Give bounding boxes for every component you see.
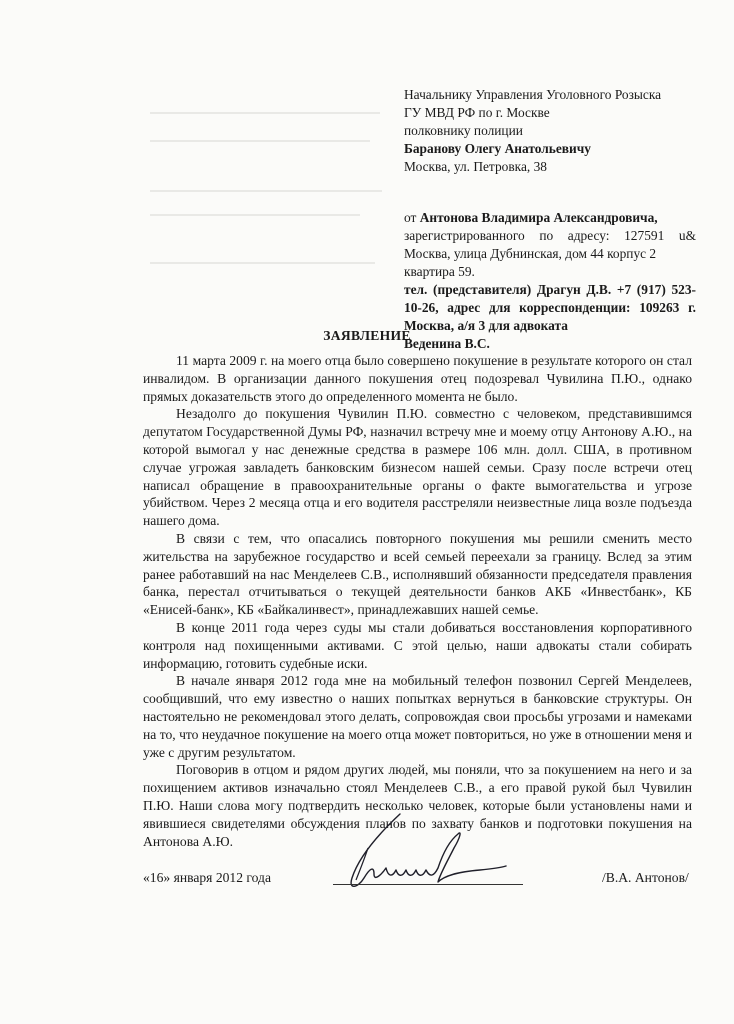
addressee-line: Начальнику Управления Уголовного Розыска [404, 87, 662, 102]
bleed-through-mark [150, 262, 375, 264]
addressee-block [404, 86, 696, 176]
body-paragraph: В конце 2011 года через суды мы стали добиваться восстановления корпоративного контроля над похищенными активами. С этой целью, наши адвокаты стали собирать информацию, готовить судебные иски. [143, 619, 692, 671]
sender-name: Антонова Владимира Александровича, [419, 210, 658, 225]
document-title: ЗАЯВЛЕНИЕ [323, 328, 411, 343]
document-date: «16» января 2012 года [143, 870, 272, 885]
sender-contact-last: Веденина В.С. [404, 336, 490, 351]
body-paragraph: В связи с тем, что опасались повторного покушения мы решили сменить место жительства на зарубежное государство и всей семьей переехали за границу. Вслед за этим ранее работавший на нас Менделеев С.В., исполнявший обязанности председателя правления банка, перестал отчитываться о текущей деятельности банков АКБ «Инвестбанк», КБ «Енисей-банк», КБ «Байкалинвест», принадлежавших нашей семье. [143, 530, 692, 618]
bleed-through-mark [150, 112, 380, 114]
sender-contact: тел. (представителя) Драгун Д.В. +7 (917) 523-10-26, адрес для корреспонденции: 109263 г. Москва, а/я 3 для адвоката [404, 282, 696, 333]
document-body [143, 352, 692, 850]
body-paragraph: Поговорив в отцом и рядом других людей, мы поняли, что за покушением на него и за похищением активов изначально стоял Менделеев С.В., а его правой рукой был Чувилин П.Ю. Наши слова могу подтвердить несколько человек, которые были установлены нами и явившиеся свидетелями обсуждения планов по захвату банков и подготовки покушения на Антонова А.Ю. [143, 762, 692, 849]
bleed-through-mark [150, 190, 382, 192]
body-paragraph: Незадолго до покушения Чувилин П.Ю. совместно с человеком, представившимся депутатом Государственной Думы РФ, назначил встречу мне и моему отцу Антонову А.Ю., на которой вымогал у нас денежные средства в размере 106 млн. долл. США, в противном случае угрожая завладеть банковским бизнесом нашей семьи. Сразу после встречи отец написал обращение в правоохранительные органы о факте вымогательства и угрозе убийством. Через 2 месяца отца и его водителя расстреляли неизвестные лица возле подъезда нашего дома. [143, 406, 692, 529]
sender-apartment: квартира 59. [404, 264, 475, 279]
addressee-line: ГУ МВД РФ по г. Москве [404, 105, 550, 120]
addressee-address: Москва, ул. Петровка, 38 [404, 159, 547, 174]
bleed-through-mark [150, 140, 370, 142]
handwritten-signature [330, 808, 520, 903]
addressee-name: Баранову Олегу Анатольевичу [404, 141, 591, 156]
signatory-name: /В.А. Антонов/ [602, 870, 689, 885]
body-paragraph: 11 марта 2009 г. на моего отца было совершено покушение в результате которого он стал инвалидом. В организации данного покушения отец подозревал Чувилина П.Ю., однако прямых доказательств этого до определенного момента не было. [143, 353, 692, 404]
body-paragraph: В начале января 2012 года мне на мобильный телефон позвонил Сергей Менделеев, сообщивший, что ему известно о наших попытках вернуться в банковские структуры. Он настоятельно не рекомендовал этого делать, сопровождая свои просьбы угрозами и намеками на то, что неудачное покушение на моего отца может повториться, но уже в отношении меня и уже с другим результатом. [143, 673, 692, 760]
signature-line [333, 884, 523, 885]
sender-from-line [404, 209, 696, 227]
sender-registration: зарегистрированного по адресу: 127591 u& Москва, улица Дубнинская, дом 44 корпус 2 [404, 228, 696, 261]
bleed-through-mark [150, 214, 360, 216]
sender-from-prefix: от [404, 210, 420, 225]
addressee-line: полковнику полиции [404, 123, 523, 138]
